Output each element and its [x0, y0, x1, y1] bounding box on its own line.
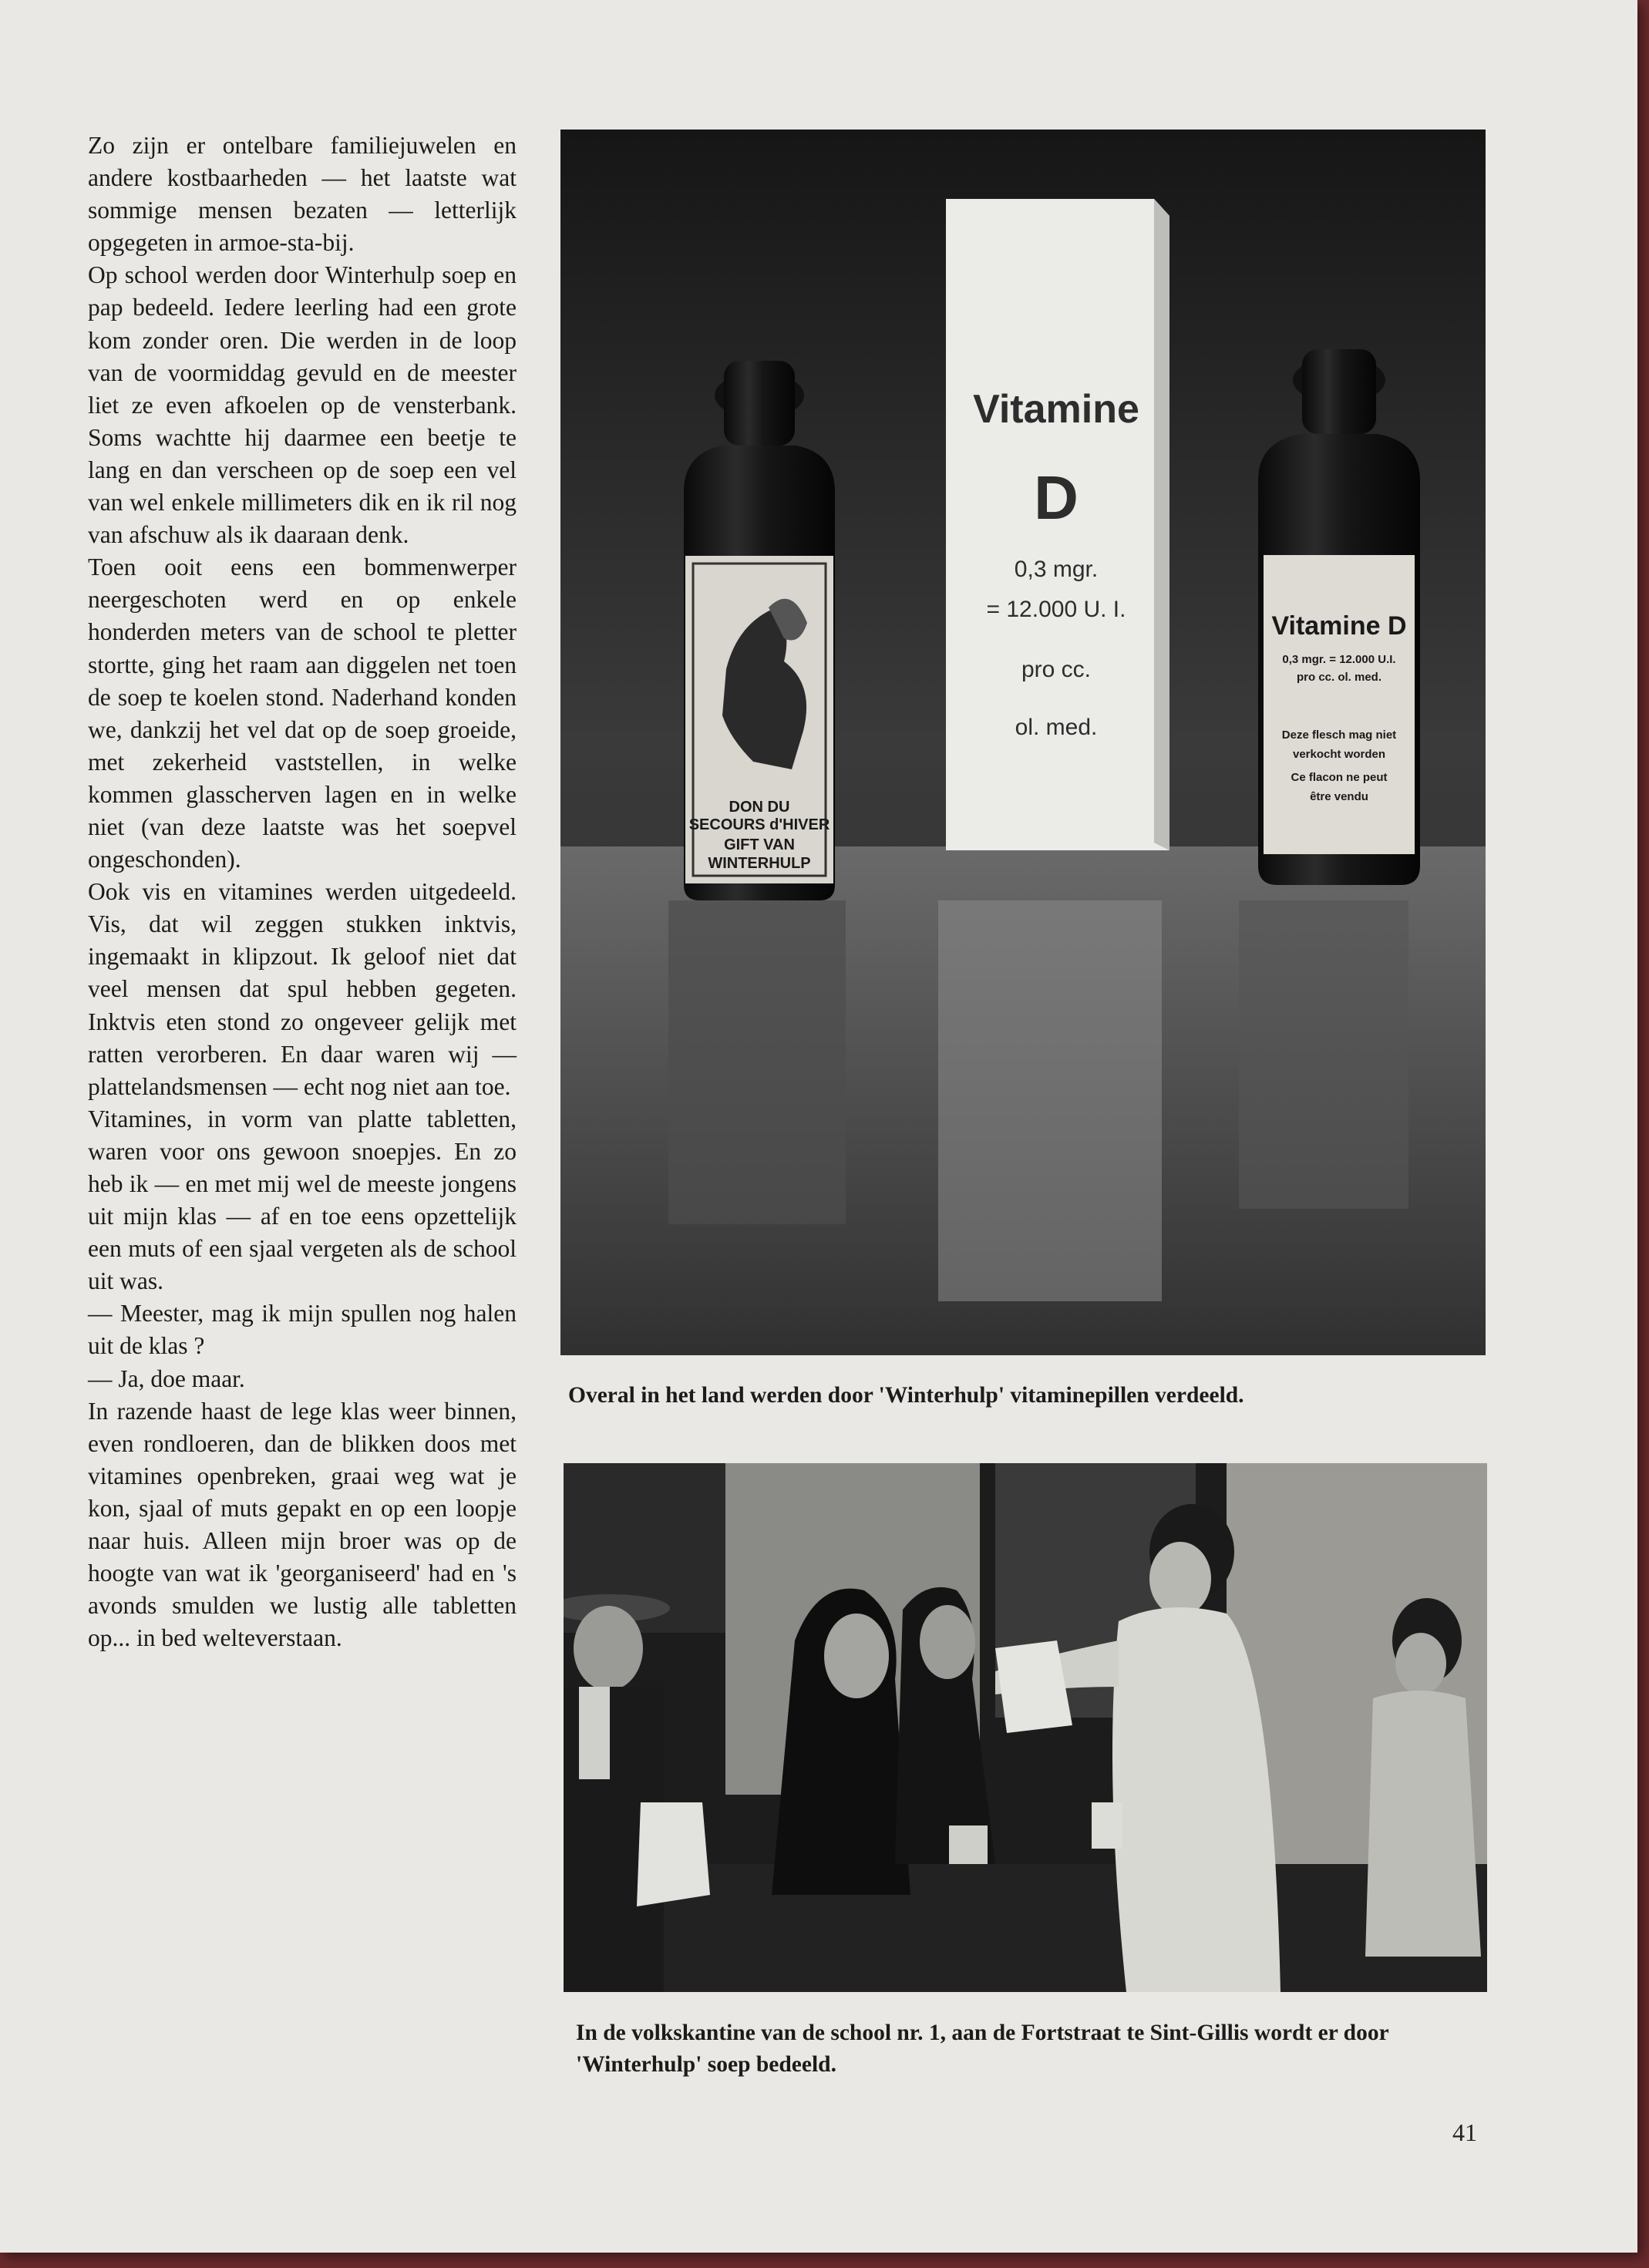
left-bottle-label-line: SECOURS d'HIVER — [688, 816, 830, 833]
box-brand-text: Vitamine — [973, 387, 1139, 432]
right-bottle-label-line: être vendu — [1310, 790, 1368, 803]
article-dialogue-line: — Meester, mag ik mijn spullen nog halen uit de klas ? — [88, 1300, 517, 1360]
box-letter-text: D — [1034, 463, 1079, 532]
page-number: 41 — [1452, 2118, 1477, 2146]
article-paragraph: In razende haast de lege klas weer binnen, even rondloeren, dan de blikken doos met vitamines openbreken, graai weg wat je kon, sjaal of muts gepakt en op een loopje naar huis. Alleen mijn broer was op de hoogte van wat ik 'georganiseerd' had en 's avonds smulden we lustig alle tabletten op... in bed welteverstaan. — [88, 1397, 517, 1652]
article-dialogue-line: — Ja, doe maar. — [88, 1365, 245, 1392]
right-bottle-label-line: Ce flacon ne peut — [1291, 771, 1388, 784]
cup — [1092, 1802, 1122, 1849]
article-paragraph: Zo zijn er ontelbare familiejuwelen en andere kostbaarheden — het laatste wat sommige mensen bezaten — letterlijk opgegeten in armoe-sta-bij. — [88, 132, 517, 257]
box-pro-text: pro cc. — [1021, 657, 1092, 682]
left-bottle-label-line: GIFT VAN — [724, 836, 795, 853]
box-units-text: = 12.000 U. I. — [986, 597, 1126, 622]
article-paragraph: Ook vis en vitamines werden uitgedeeld. Vis, dat wil zeggen stukken inktvis, ingemaakt in klipzout. Ik geloof niet dat veel mensen dat spul hebben gegeten. Inktvis eten stond zo ongeveer gelijk met ratten verorberen. En daar waren wij — plattelandsmensen — echt nog niet aan toe. — [88, 878, 517, 1100]
soup-canteen-photo — [564, 1463, 1487, 1992]
soup-canteen-illustration — [564, 1463, 1487, 1992]
right-bottle-label-line: pro cc. ol. med. — [1296, 671, 1382, 684]
left-bottle-label-line: WINTERHULP — [708, 855, 811, 872]
vitamin-bottles-photo — [560, 130, 1486, 1355]
cup — [949, 1826, 988, 1864]
article-paragraph: Op school werden door Winterhulp soep en pap bedeeld. Iedere leerling had een grote kom zonder oren. Die werden in de loop van de voormiddag gevuld en de meester liet ze even afkoelen op de vensterbank. Soms wachtte hij daarmee een beetje te lang en dan verscheen op de soep een vel van wel enkele millimeters dik en ik ril nog van afschuw als ik daaraan denk. — [88, 261, 517, 549]
box-dose-text: 0,3 mgr. — [1014, 557, 1099, 582]
canteen-photo-caption: In de volkskantine van de school nr. 1, aan de Fortstraat te Sint-Gillis wordt er door 'Winterhulp' soep bedeeld. — [576, 2021, 1389, 2077]
article-paragraph: Vitamines, in vorm van platte tabletten, waren voor ons gewoon snoepjes. En zo heb ik — en met mij wel de meeste jongens uit mijn klas — af en toe eens opzettelijk een muts of een sjaal vergeten als de school uit was. — [88, 1105, 517, 1295]
left-bottle-label-line: DON DU — [729, 799, 790, 816]
article-paragraph: Toen ooit eens een bommenwerper neergeschoten werd en op enkele honderden meters van de school te pletter stortte, ging het raam aan diggelen net toen de soep te koelen stond. Naderhand konden we, dankzij het vel dat op de soep groeide, met zekerheid vaststellen, in welke kommen glasscherven lagen en in welke niet (van deze laatste was het soepvel ongeschonden). — [88, 554, 517, 873]
vitamin-bottles-illustration — [560, 130, 1486, 1355]
jug — [637, 1802, 710, 1906]
right-bottle-label-line: Deze flesch mag niet — [1281, 729, 1397, 742]
right-bottle-label-line: Vitamine D — [1271, 611, 1407, 641]
article-body — [88, 130, 517, 1654]
right-bottle-label-line: verkocht worden — [1292, 748, 1386, 761]
right-bottle-label-line: 0,3 mgr. = 12.000 U.I. — [1282, 653, 1396, 666]
box-med-text: ol. med. — [1015, 715, 1098, 740]
vitamin-photo-caption: Overal in het land werden door 'Winterhulp' vitaminepillen verdeeld. — [568, 1383, 1244, 1408]
